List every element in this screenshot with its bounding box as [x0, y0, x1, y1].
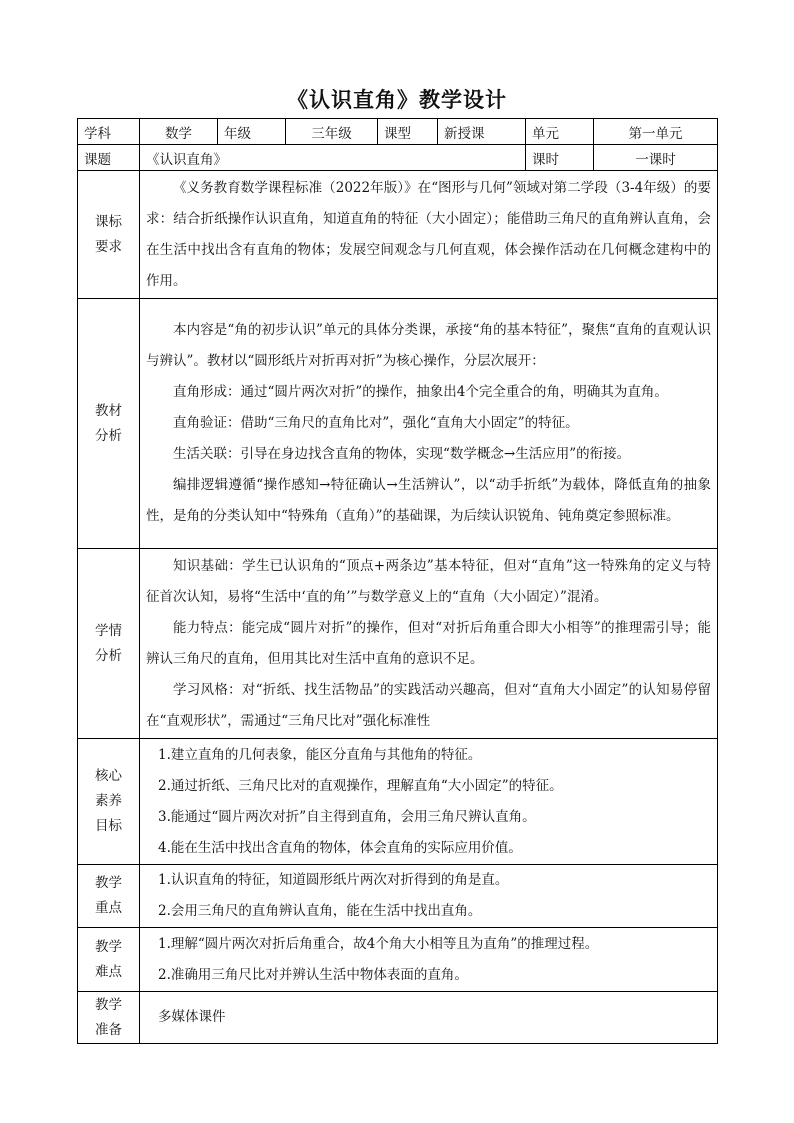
textbook-paragraph: 本内容是“角的初步认识”单元的具体分类课，承接“角的基本特征”，聚焦“直角的直观认识与辨认”。教材以“圆形纸片对折再对折”为核心操作，分层次展开： — [146, 322, 711, 369]
key-points-label: 教学 重点 — [78, 865, 140, 928]
standard-label: 课标 要求 — [78, 171, 140, 299]
preparation-label: 教学 准备 — [78, 992, 140, 1044]
goal-item: 1.建立直角的几何表象，能区分直角与其他角的特征。 — [158, 746, 482, 763]
key-points-content — [140, 865, 718, 928]
goal-item: 3.能通过“圆片两次对折”自主得到直角，会用三角尺辨认直角。 — [158, 808, 536, 825]
standard-paragraph: 《义务教育数学课程标准（2022年版）》在“图形与几何”领域对第二学段（3-4年级）的要求：结合折纸操作认识直角，知道直角的特征（大小固定）；能借助三角尺的直角辨认直角，会在生活中找出含有直角的物体；发展空间观念与几何直观，体会操作活动在几何概念建构中的作用。 — [146, 179, 711, 289]
learner-label: 学情 分析 — [78, 549, 140, 739]
textbook-paragraph: 直角验证：借助“三角尺的直角比对”，强化“直角大小固定”的特征。 — [173, 415, 579, 431]
period-value: 一课时 — [594, 145, 718, 171]
textbook-content — [140, 299, 718, 549]
subject-label: 学科 — [78, 119, 140, 145]
unit-value: 第一单元 — [594, 119, 718, 145]
section-preparation — [78, 992, 718, 1044]
unit-label: 单元 — [526, 119, 594, 145]
textbook-label: 教材 分析 — [78, 299, 140, 549]
grade-value: 三年级 — [286, 119, 378, 145]
topic-label: 课题 — [78, 145, 140, 171]
section-goals — [78, 739, 718, 865]
goals-label: 核心 素养 目标 — [78, 739, 140, 865]
learner-content — [140, 549, 718, 739]
info-row-2 — [78, 145, 718, 171]
section-learner — [78, 549, 718, 739]
textbook-paragraph: 直角形成：通过“圆片两次对折”的操作，抽象出4个完全重合的角，明确其为直角。 — [173, 384, 668, 400]
learner-paragraph: 能力特点：能完成“圆片对折”的操作，但对“对折后角重合即大小相等”的推理需引导；能辨认三角尺的直角，但用其比对生活中直角的意识不足。 — [146, 619, 711, 667]
section-difficulties — [78, 928, 718, 992]
type-value: 新授课 — [438, 119, 526, 145]
period-label: 课时 — [526, 145, 594, 171]
key-point-item: 1.认识直角的特征，知道圆形纸片两次对折得到的角是直。 — [158, 872, 509, 888]
goal-item: 2.通过折纸、三角尺比对的直观操作，理解直角“大小固定”的特征。 — [158, 777, 563, 794]
difficulties-content — [140, 928, 718, 992]
info-row-1 — [78, 119, 718, 145]
preparation-content — [140, 992, 718, 1044]
preparation-item: 多媒体课件 — [158, 1009, 226, 1025]
lesson-plan-table — [77, 118, 718, 1044]
learner-paragraph: 学习风格：对“折纸、找生活物品”的实践活动兴趣高，但对“直角大小固定”的认知易停留在“直观形状”，需通过“三角尺比对”强化标准性 — [146, 681, 711, 729]
document-title: 《认识直角》教学设计 — [287, 87, 507, 112]
key-point-item: 2.会用三角尺的直角辨认直角，能在生活中找出直角。 — [158, 903, 482, 919]
type-label: 课型 — [378, 119, 438, 145]
learner-paragraph: 知识基础：学生已认识角的“顶点+两条边”基本特征，但对“直角”这一特殊角的定义与特征首次认知，易将“生活中‘直的角’”与数学意义上的“直角（大小固定）”混淆。 — [146, 557, 711, 605]
difficulty-item: 2.准确用三角尺比对并辨认生活中物体表面的直角。 — [158, 966, 468, 983]
goals-content — [140, 739, 718, 865]
difficulty-item: 1.理解“圆片两次对折后角重合，故4个角大小相等且为直角”的推理过程。 — [158, 935, 599, 952]
topic-value: 《认识直角》 — [140, 145, 526, 171]
standard-content — [140, 171, 718, 299]
textbook-paragraph: 生活关联：引导在身边找含直角的物体，实现“数学概念→生活应用”的衔接。 — [173, 446, 631, 462]
textbook-paragraph: 编排逻辑遵循“操作感知→特征确认→生活辨认”，以“动手折纸”为载体，降低直角的抽象性，是角的分类认知中“特殊角（直角）”的基础课，为后续认识锐角、钝角奠定参照标准。 — [146, 477, 711, 524]
subject-value: 数学 — [140, 119, 218, 145]
section-textbook — [78, 299, 718, 549]
section-key-points — [78, 865, 718, 928]
section-standard — [78, 171, 718, 299]
goal-item: 4.能在生活中找出含直角的物体，体会直角的实际应用价值。 — [158, 839, 522, 856]
difficulties-label: 教学 难点 — [78, 928, 140, 992]
grade-label: 年级 — [218, 119, 286, 145]
